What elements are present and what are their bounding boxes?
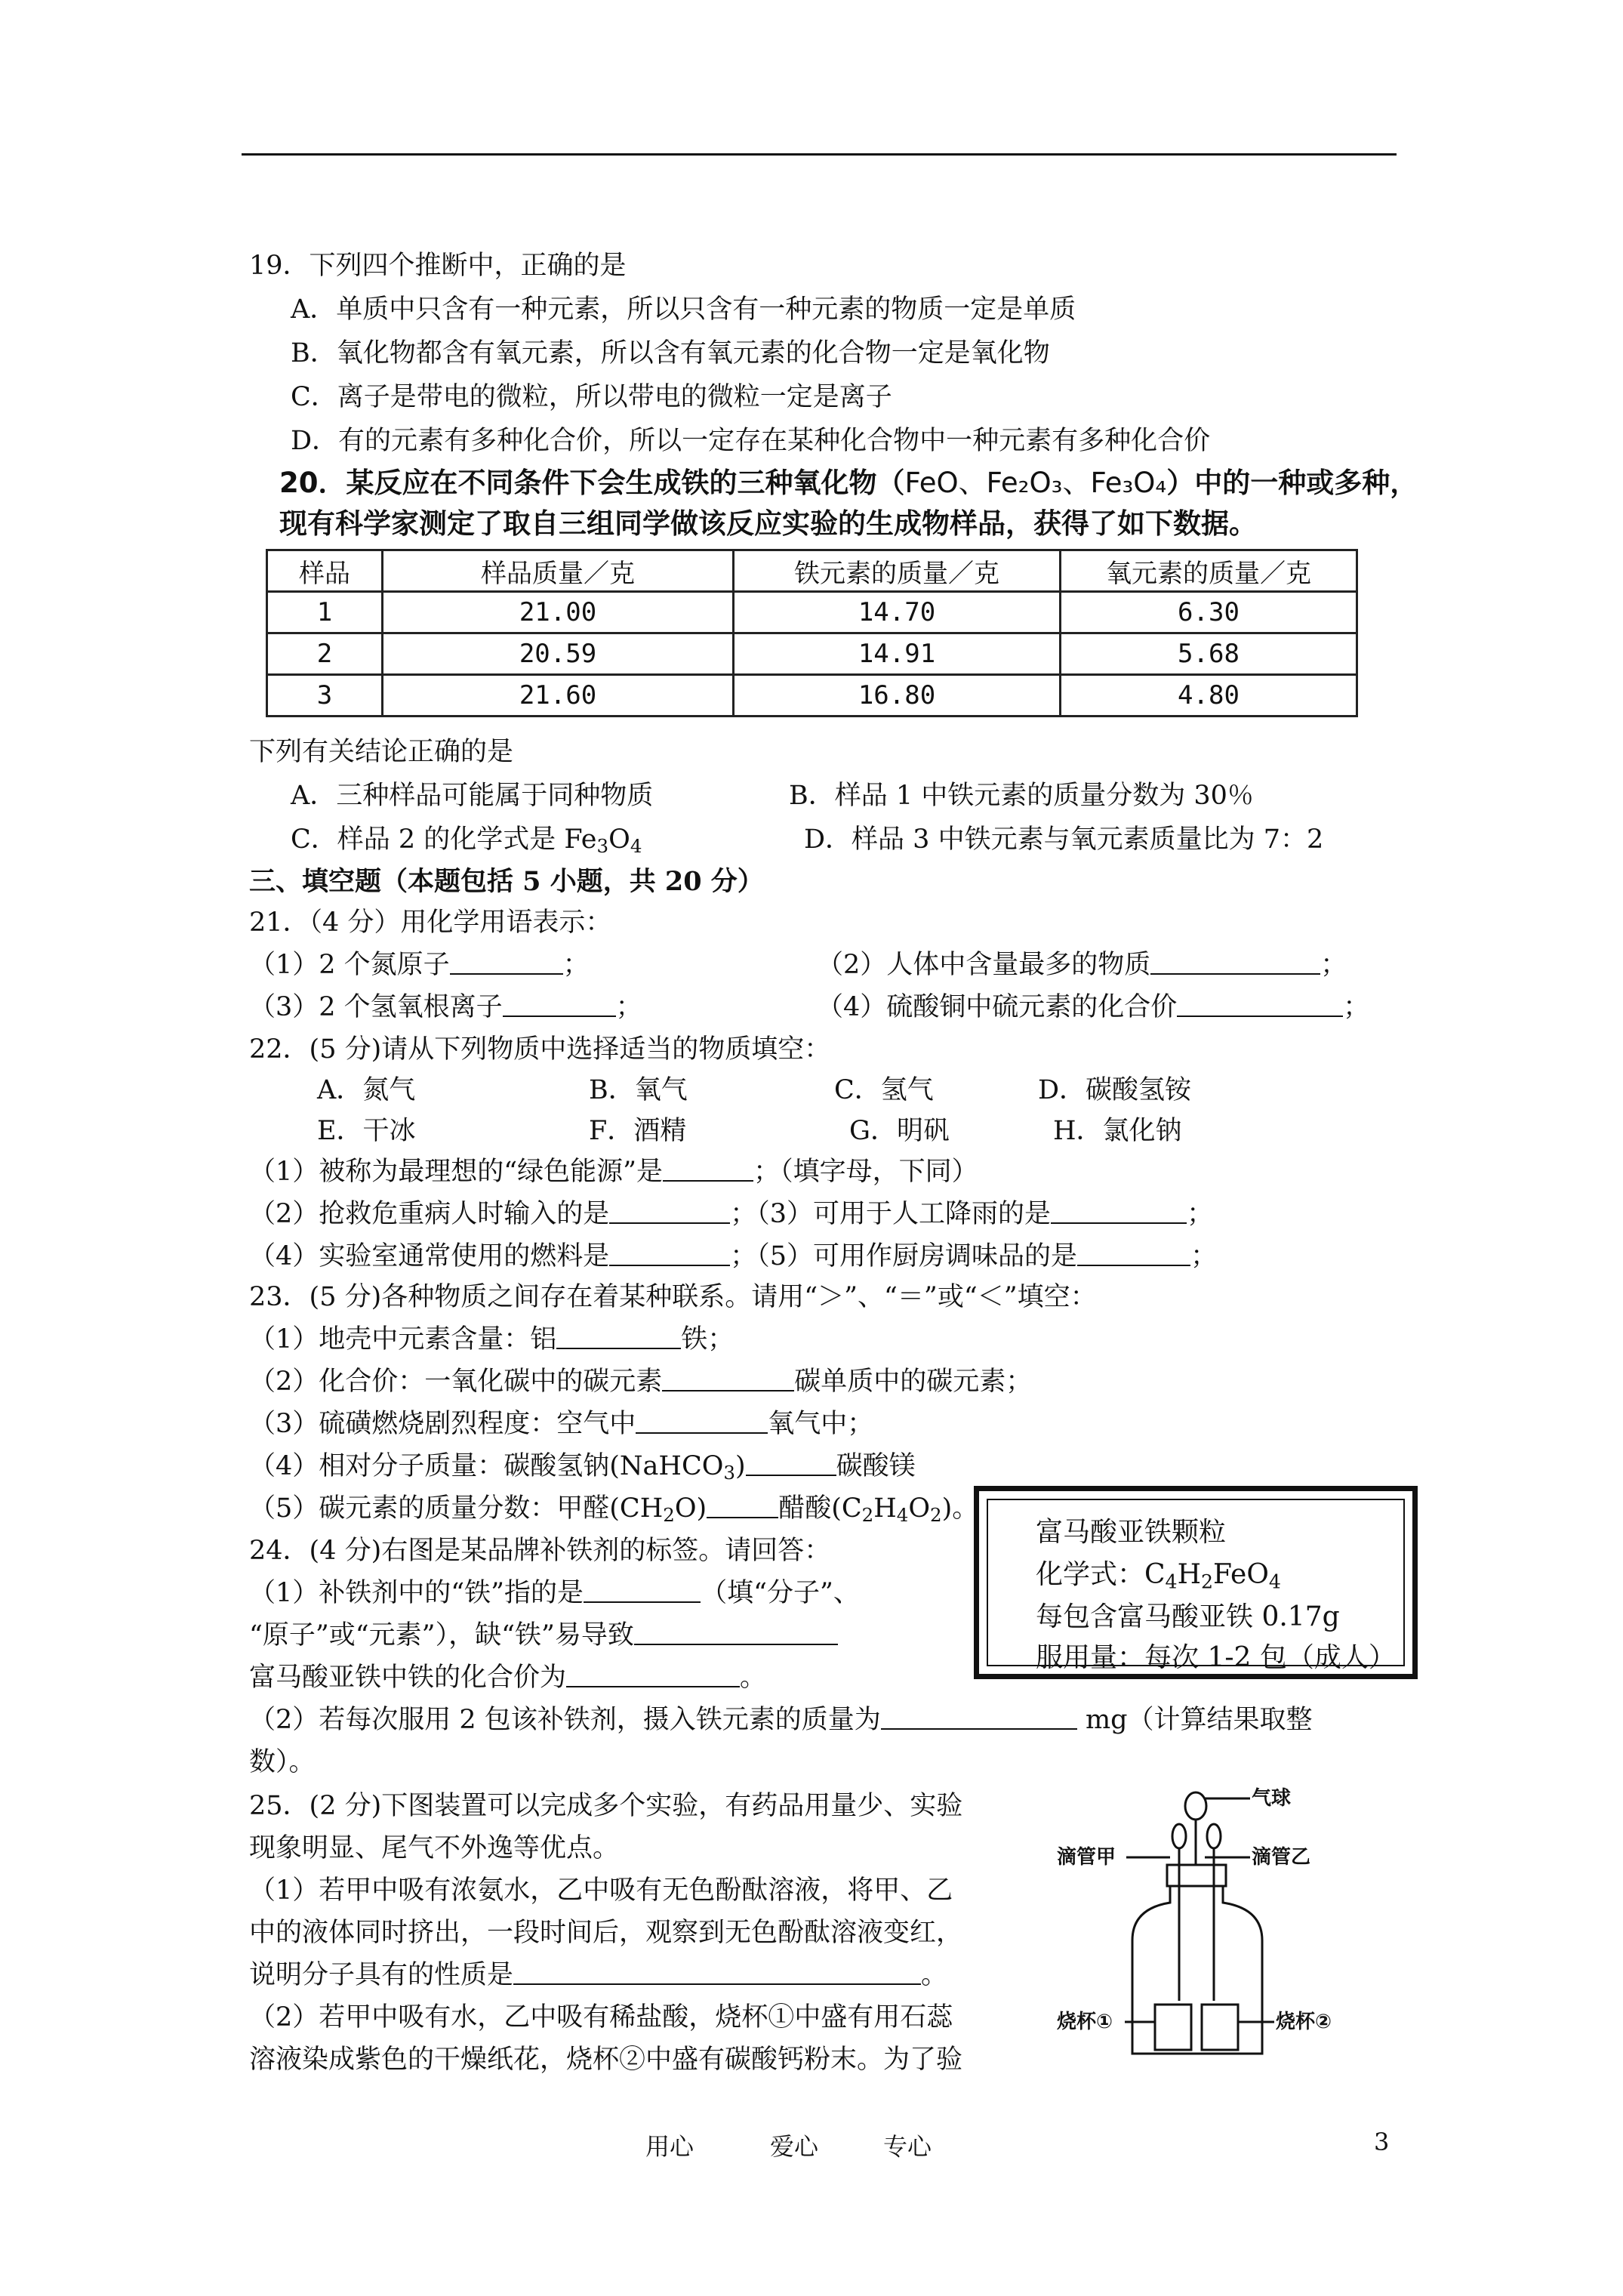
table-cell: 16.80 xyxy=(734,675,1061,717)
footer-motto-3: 专心 xyxy=(883,2132,932,2161)
table-cell: 14.91 xyxy=(734,633,1061,675)
table-cell: 21.00 xyxy=(383,592,734,633)
table-cell: 5.68 xyxy=(1061,633,1357,675)
q22-choice: E．干冰 xyxy=(317,1116,416,1146)
q21-part3: （3）2 个氢氧根离子 ； xyxy=(249,992,642,1022)
table-cell: 6.30 xyxy=(1061,592,1357,633)
q22-part1: （1）被称为最理想的“绿色能源”是 ；（填字母，下同） xyxy=(249,1157,978,1187)
dropper-b-bulb xyxy=(1207,1824,1221,1848)
q22-part2-3: （2）抢救危重病人时输入的是 ；（3）可用于人工降雨的是 ； xyxy=(249,1199,1214,1229)
q25-stem-line2: 现象明显、尾气不外逸等优点。 xyxy=(249,1833,620,1863)
q19-option-b: B．氧化物都含有氧元素，所以含有氧元素的化合物一定是氧化物 xyxy=(291,338,1050,368)
table-cell: 20.59 xyxy=(383,633,734,675)
q22-choice: H．氯化钠 xyxy=(1053,1116,1182,1146)
bottle xyxy=(1132,1886,1262,2054)
answer-blank[interactable] xyxy=(566,1663,740,1687)
answer-blank[interactable] xyxy=(746,1452,836,1476)
balloon xyxy=(1185,1792,1206,1820)
table-cell: 4.80 xyxy=(1061,675,1357,717)
q23-part5: （5）碳元素的质量分数：甲醛$(CH_2O)$ 醋酸$(C_2H_4O_2)$。 xyxy=(249,1493,979,1527)
q24-part1-line2: “原子”或“元素”），缺“铁”易导致 xyxy=(249,1619,838,1652)
q24-part2-line2: 数）。 xyxy=(249,1747,316,1777)
q24-part1-line1: （1）补铁剂中的“铁”指的是 （填“分子”、 xyxy=(249,1578,860,1608)
table-header-cell: 样品 xyxy=(267,550,383,592)
beaker2-label: 烧杯② xyxy=(1276,2011,1332,2033)
q25-stem-line1: 25．(2 分)下图装置可以完成多个实验，有药品用量少、实验 xyxy=(249,1791,963,1821)
answer-blank[interactable] xyxy=(881,1706,1077,1730)
q25-part1-line2: 中的液体同时挤出，一段时间后，观察到无色酚酞溶液变红， xyxy=(249,1918,963,1948)
q20-question: 下列有关结论正确的是 xyxy=(249,737,514,767)
section-title: 三、填空题（本题包括 5 小题，共 20 分） xyxy=(249,866,764,897)
q22-part4-5: （4）实验室通常使用的燃料是 ；（5）可用作厨房调味品的是 ； xyxy=(249,1241,1218,1271)
dropper-b-label: 滴管乙 xyxy=(1252,1846,1311,1869)
sample-data-table xyxy=(266,549,1358,717)
label-formula: 化学式：$C_4H_2FeO_4$ xyxy=(1036,1559,1281,1593)
q21-part4: （4）硫酸铜中硫元素的化合价 ； xyxy=(817,992,1370,1022)
table-header-cell: 样品质量／克 xyxy=(383,550,734,592)
table-row xyxy=(267,633,1357,675)
stopper xyxy=(1167,1865,1226,1886)
table-row xyxy=(267,592,1357,633)
q22-choice: D．碳酸氢铵 xyxy=(1038,1075,1192,1105)
answer-blank[interactable] xyxy=(513,1961,921,1985)
label-content: 每包含富马酸亚铁 0.17g xyxy=(1036,1601,1340,1632)
table-header-row xyxy=(267,550,1357,592)
q25-part2-line2: 溶液染成紫色的干燥纸花，烧杯②中盛有碳酸钙粉末。为了验 xyxy=(249,2045,963,2075)
q19-stem: 19．下列四个推断中，正确的是 xyxy=(249,251,627,281)
dropper-a-bulb xyxy=(1172,1824,1186,1848)
q22-choice: B．氧气 xyxy=(589,1075,688,1105)
page-number: 3 xyxy=(1374,2128,1390,2156)
supplement-label xyxy=(974,1486,1418,1679)
header-rule xyxy=(242,153,1397,156)
answer-blank[interactable] xyxy=(662,1367,794,1391)
answer-blank[interactable] xyxy=(636,1410,768,1434)
answer-blank[interactable] xyxy=(663,1157,753,1182)
label-dosage: 服用量：每次 1-2 包（成人） xyxy=(1036,1642,1396,1673)
q22-choice: A．氮气 xyxy=(317,1075,416,1105)
q24-stem: 24．(4 分)右图是某品牌补铁剂的标签。请回答： xyxy=(249,1536,831,1566)
q25-part2-line1: （2）若甲中吸有水，乙中吸有稀盐酸，烧杯①中盛有用石蕊 xyxy=(249,2002,953,2032)
answer-blank[interactable] xyxy=(609,1242,730,1266)
answer-blank[interactable] xyxy=(1177,993,1343,1017)
q23-part2: （2）化合价：一氧化碳中的碳元素 碳单质中的碳元素； xyxy=(249,1367,1033,1397)
table-cell: 1 xyxy=(267,592,383,633)
answer-blank[interactable] xyxy=(609,1200,730,1224)
table-row xyxy=(267,675,1357,717)
q21-part2: （2）人体中含量最多的物质 ； xyxy=(817,950,1347,980)
balloon-label: 气球 xyxy=(1252,1787,1292,1810)
table-cell: 21.60 xyxy=(383,675,734,717)
q22-choice: C．氢气 xyxy=(834,1075,934,1105)
q20-option-b: B．样品 1 中铁元素的质量分数为 30％ xyxy=(789,781,1254,811)
label-product-name: 富马酸亚铁颗粒 xyxy=(1036,1517,1227,1548)
beaker1-label: 烧杯① xyxy=(1057,2011,1113,2033)
q22-choice: G．明矾 xyxy=(849,1116,950,1146)
answer-blank[interactable] xyxy=(1077,1242,1190,1266)
q19-option-a: A．单质中只含有一种元素，所以只含有一种元素的物质一定是单质 xyxy=(291,294,1076,325)
answer-blank[interactable] xyxy=(1150,951,1320,975)
answer-blank[interactable] xyxy=(1051,1200,1187,1224)
q20-option-c: C．样品 2 的化学式是 $Fe_3O_4$ xyxy=(291,824,642,858)
q19-option-c: C．离子是带电的微粒，所以带电的微粒一定是离子 xyxy=(291,382,892,412)
q20-stem-line2: 现有科学家测定了取自三组同学做该反应实验的生成物样品，获得了如下数据。 xyxy=(279,507,1257,540)
q25-part1-line1: （1）若甲中吸有浓氨水，乙中吸有无色酚酞溶液，将甲、乙 xyxy=(249,1875,953,1906)
answer-blank[interactable] xyxy=(503,993,616,1017)
q21-part1: （1）2 个氮原子 ； xyxy=(249,950,590,980)
footer-motto-2: 爱心 xyxy=(770,2132,819,2161)
q20-option-d: D．样品 3 中铁元素与氧元素质量比为 7：2 xyxy=(804,824,1324,855)
beaker-2 xyxy=(1202,2005,1238,2050)
q23-part1: （1）地壳中元素含量：铝 铁； xyxy=(249,1324,735,1354)
q20-oxide-formulas: FeO、Fe₂O₃、Fe₃O₄ xyxy=(904,467,1167,499)
q20-option-a: A．三种样品可能属于同种物质 xyxy=(291,781,654,811)
table-cell: 14.70 xyxy=(734,592,1061,633)
q23-stem: 23．(5 分)各种物质之间存在着某种联系。请用“＞”、“＝”或“＜”填空： xyxy=(249,1282,1097,1312)
answer-blank[interactable] xyxy=(450,951,563,975)
q23-part3: （3）硫磺燃烧剧烈程度：空气中 氧气中； xyxy=(249,1409,874,1439)
table-header-cell: 铁元素的质量／克 xyxy=(734,550,1061,592)
table-header-cell: 氧元素的质量／克 xyxy=(1061,550,1357,592)
answer-blank[interactable] xyxy=(707,1494,778,1518)
footer-motto-1: 用心 xyxy=(645,2132,694,2161)
apparatus-diagram xyxy=(1057,1782,1389,2061)
answer-blank[interactable] xyxy=(634,1621,838,1645)
q22-choice: F．酒精 xyxy=(589,1116,687,1146)
q24-part1-line3: 富马酸亚铁中铁的化合价为 。 xyxy=(249,1663,767,1693)
dropper-a-label: 滴管甲 xyxy=(1057,1846,1116,1869)
q19-option-d: D．有的元素有多种化合价，所以一定存在某种化合物中一种元素有多种化合价 xyxy=(291,426,1211,456)
answer-blank[interactable] xyxy=(556,1325,681,1349)
q22-stem: 22．(5 分)请从下列物质中选择适当的物质填空： xyxy=(249,1034,831,1065)
q24-part2-line1: （2）若每次服用 2 包该补铁剂，摄入铁元素的质量为 mg（计算结果取整 xyxy=(249,1705,1313,1735)
q21-stem: 21．（4 分）用化学用语表示： xyxy=(249,908,612,938)
table-cell: 3 xyxy=(267,675,383,717)
q25-part1-line3: 说明分子具有的性质是 。 xyxy=(249,1960,948,1990)
q23-part4: （4）相对分子质量：碳酸氢钠(NaHCO$_3$) 碳酸镁 xyxy=(249,1451,916,1484)
answer-blank[interactable] xyxy=(584,1579,701,1603)
table-cell: 2 xyxy=(267,633,383,675)
beaker-1 xyxy=(1155,2005,1191,2050)
q20-stem-line1: 20．某反应在不同条件下会生成铁的三种氧化物（FeO、Fe₂O₃、Fe₃O₄）中的一种或多种， xyxy=(279,467,1418,499)
